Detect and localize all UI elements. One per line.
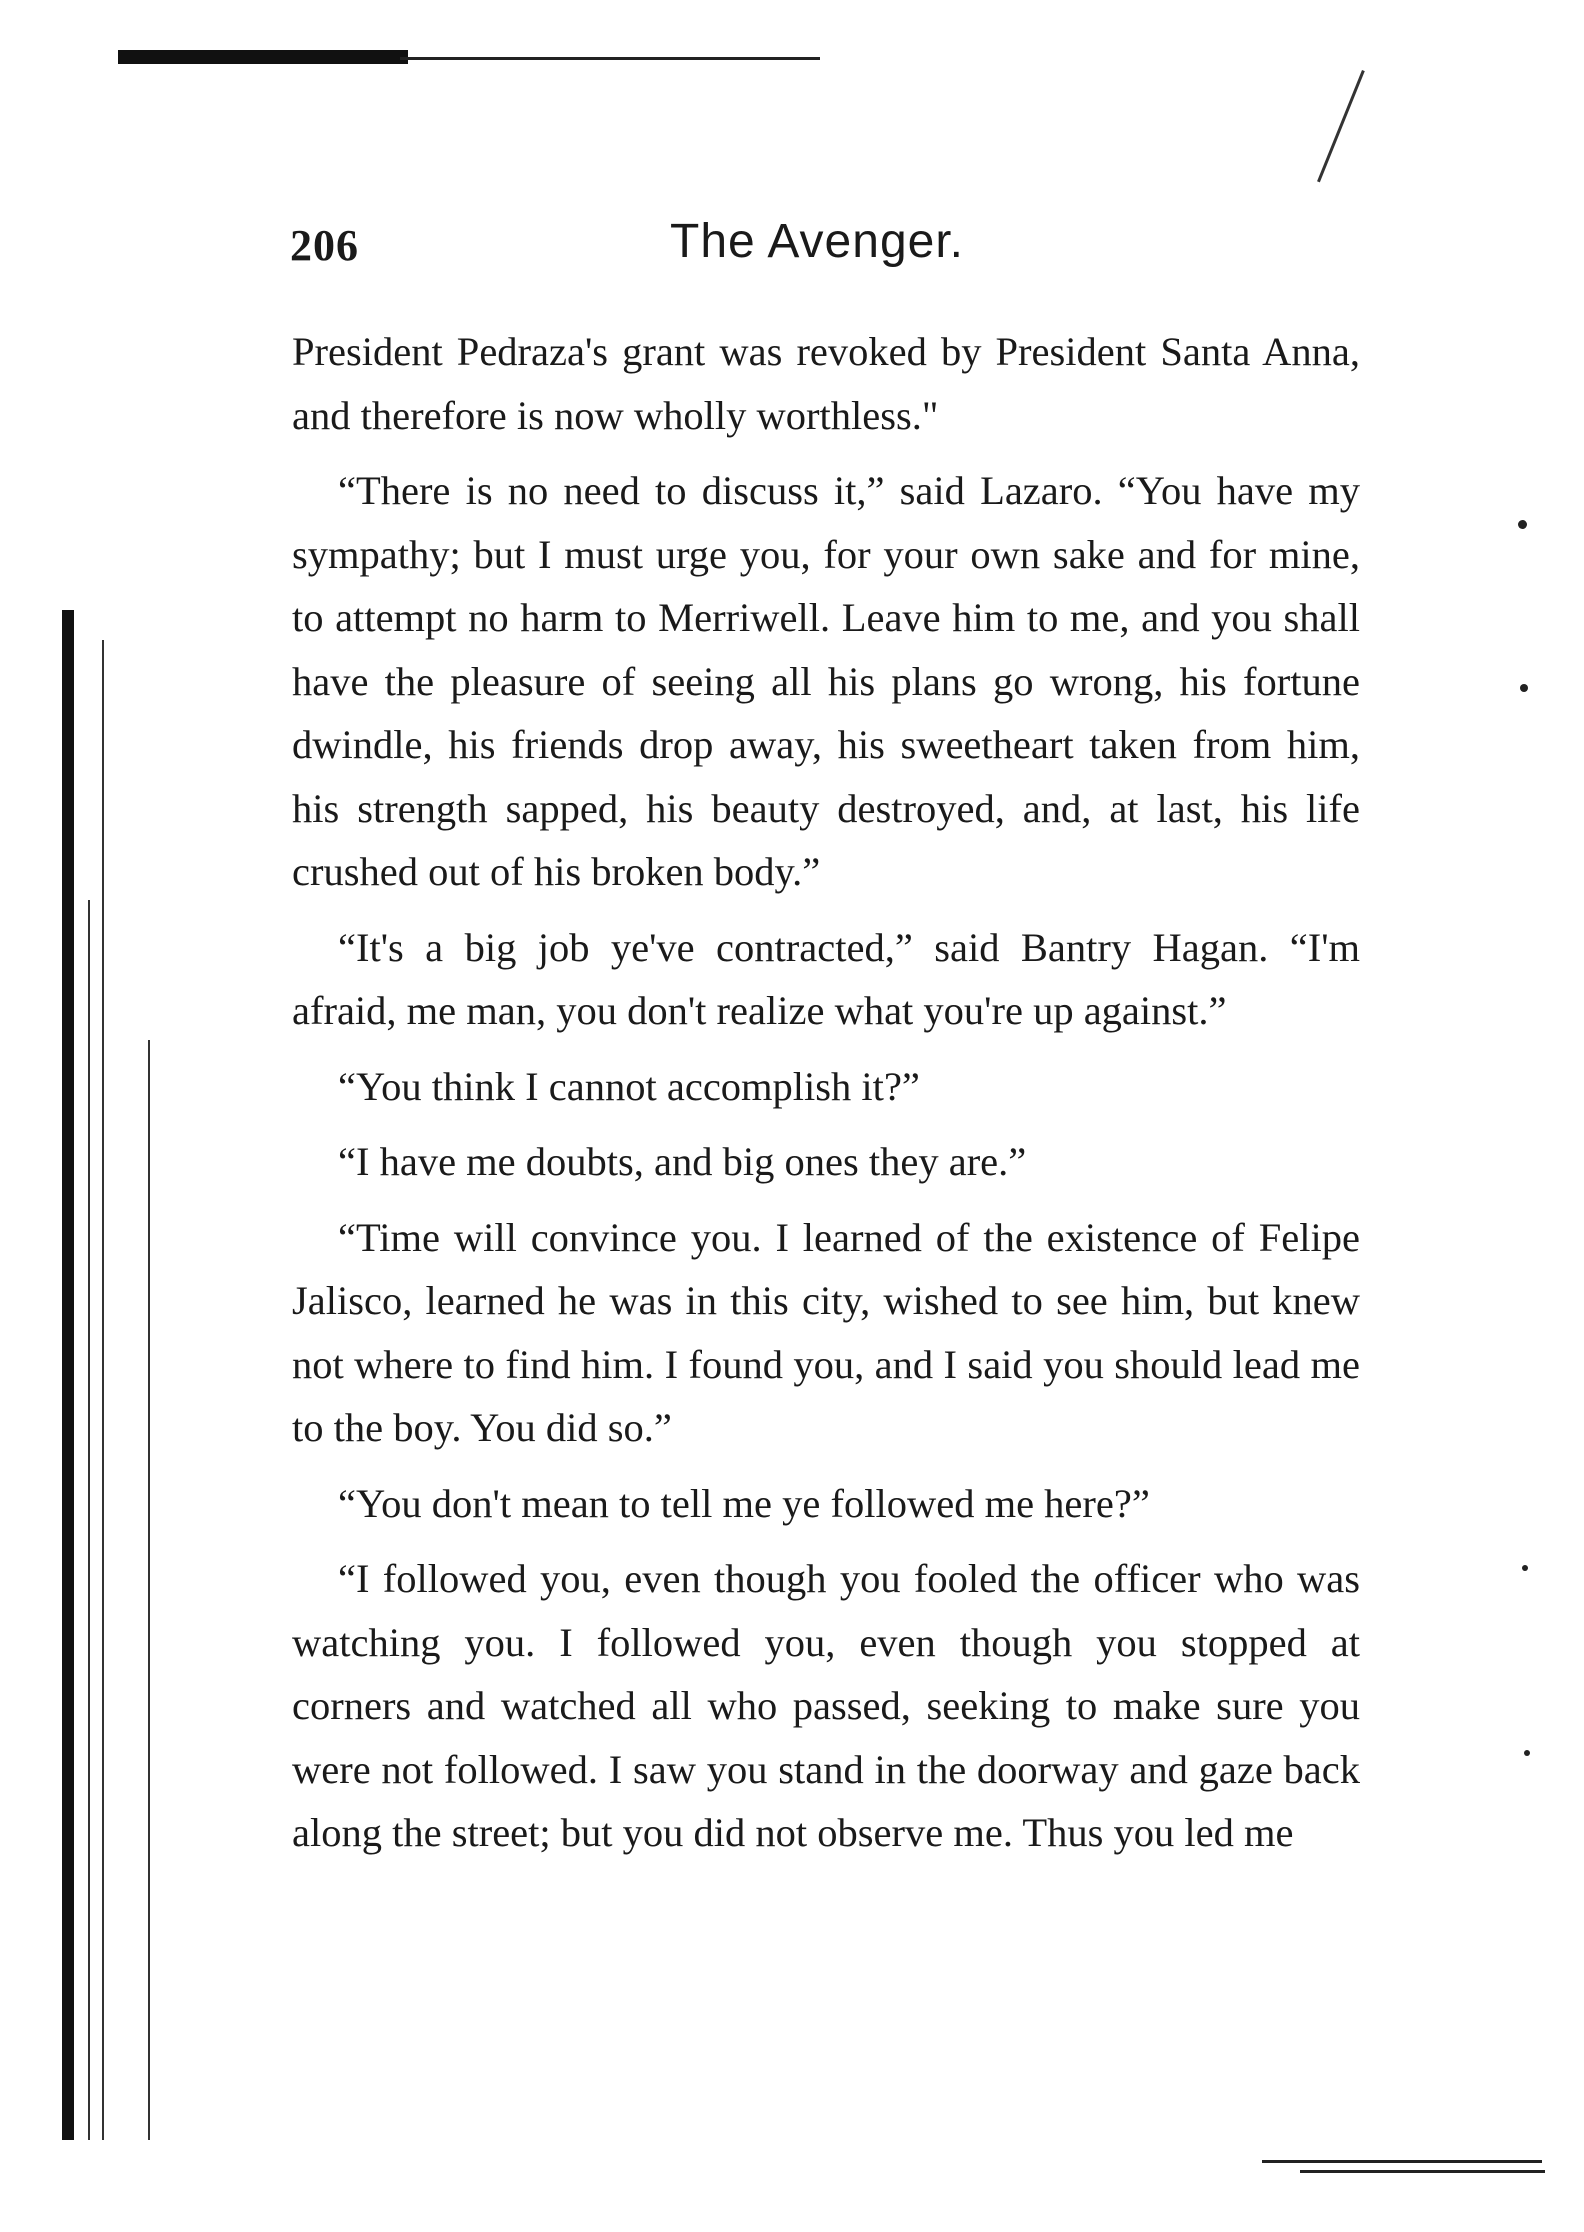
- paragraph: “There is no need to discuss it,” said Lazaro. “You have my sympathy; but I must urge you, for your own sake and for mine, to attempt no harm to Merriwell. Leave him to me, and you shall have the pleasure of seeing all his plans go wrong, his fortune dwindle, his friends drop away, his sweetheart taken from him, his strength sapped, his beauty destroyed, and, at last, his life crushed out of his broken body.”: [292, 468, 1360, 894]
- page-number: 206: [290, 221, 359, 270]
- scan-edge-line-bottom: [1262, 2160, 1542, 2163]
- scan-edge-line-bottom: [1300, 2170, 1545, 2173]
- scan-speck: [1524, 1750, 1530, 1756]
- paragraph: “I have me doubts, and big ones they are.”: [338, 1139, 1027, 1184]
- page-binding-line: [148, 1040, 150, 2140]
- paragraph: “You don't mean to tell me ye followed me here?”: [338, 1480, 1150, 1526]
- scan-edge-mark: [118, 50, 408, 64]
- page-header: [290, 215, 1360, 300]
- scan-pen-mark: [1317, 70, 1365, 182]
- paragraph: “It's a big job ye've contracted,” said Bantry Hagan. “I'm afraid, me man, you don't realize what you're up against.”: [292, 924, 1360, 1033]
- scan-speck: [1518, 520, 1527, 529]
- page-binding-line: [102, 640, 104, 2140]
- running-title: The Avenger.: [670, 215, 964, 268]
- scan-speck: [1520, 684, 1528, 692]
- paragraph: President Pedraza's grant was revoked by President Santa Anna, and therefore is now wholly worthless.": [292, 329, 1360, 438]
- paragraph: “Time will convince you. I learned of the existence of Felipe Jalisco, learned he was in this city, wished to see him, but knew not where to find him. I found you, and I said you should lead me to the boy. You did so.”: [292, 1214, 1360, 1450]
- page-body: [292, 320, 1360, 1877]
- scan-edge-line: [400, 57, 820, 60]
- page-binding-line: [88, 900, 90, 2140]
- page-binding-shadow: [62, 610, 74, 2140]
- paragraph: “I followed you, even though you fooled the officer who was watching you. I followed you, even though you stopped at corners and watched all who passed, seeking to make sure you were not followed. I saw you stand in the doorway and gaze back along the street; but you did not observe me. Thus you led me: [292, 1556, 1360, 1855]
- paragraph: “You think I cannot accomplish it?”: [338, 1063, 920, 1109]
- scan-speck: [1522, 1565, 1528, 1571]
